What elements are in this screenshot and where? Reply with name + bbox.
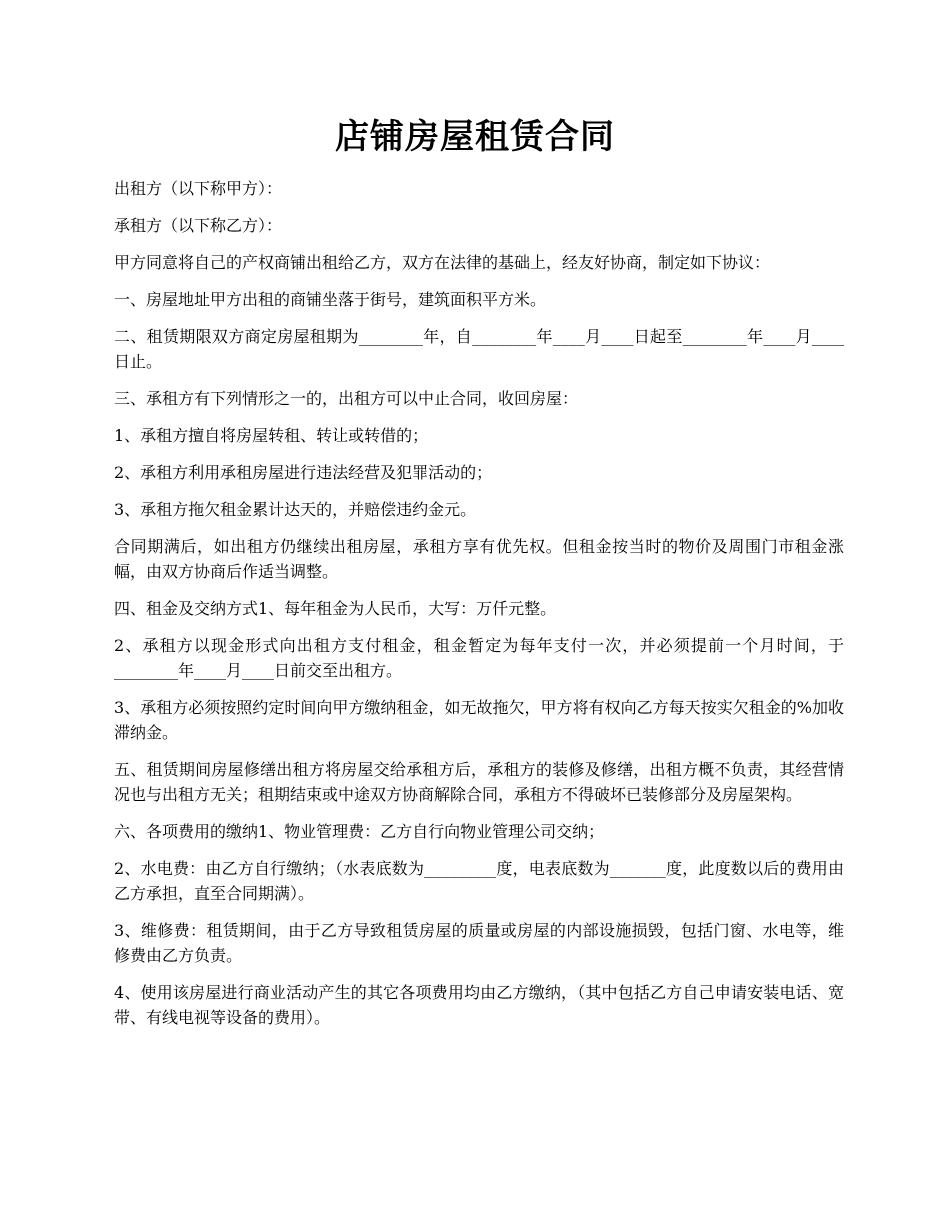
clause-3-item-1: 1、承租方擅自将房屋转租、转让或转借的； [114,426,429,445]
renewal-priority: 合同期满后，如出租方仍继续出租房屋，承租方享有优先权。但租金按当时的物价及周围门市租金涨幅，由双方协商后作适当调整。 [114,537,844,581]
clause-4-item-2: 2、承租方以现金形式向出租方支付租金，租金暂定为每年支付一次，并必须提前一个月时间，于________年____月____日前交至出租方。 [114,636,844,680]
agreement-intro: 甲方同意将自己的产权商铺出租给乙方，双方在法律的基础上，经友好协商，制定如下协议： [114,253,771,272]
lessee-line: 承租方（以下称乙方）： [114,216,283,235]
clause-2-term: 二、租赁期限双方商定房屋租期为________年，自________年____月____日起至________年____月____日止。 [114,327,844,371]
clause-6-item-3: 3、维修费：租赁期间，由于乙方导致租赁房屋的质量或房屋的内部设施损毁，包括门窗、水电等，维修费由乙方负责。 [114,921,844,965]
clause-3-item-3: 3、承租方拖欠租金累计达天的，并赔偿违约金元。 [114,500,477,519]
clause-6-item-4: 4、使用该房屋进行商业活动产生的其它各项费用均由乙方缴纳，（其中包括乙方自己申请安装电话、宽带、有线电视等设备的费用）。 [114,983,844,1027]
clause-3-termination: 三、承租方有下列情形之一的，出租方可以中止合同，收回房屋： [114,389,579,408]
clause-3-item-2: 2、承租方利用承租房屋进行违法经营及犯罪活动的； [114,463,493,482]
contract-title: 店铺房屋租赁合同 [335,117,615,157]
clause-6-fees: 六、各项费用的缴纳1、物业管理费：乙方自行向物业管理公司交纳； [114,822,605,841]
clause-4-item-3: 3、承租方必须按照约定时间向甲方缴纳租金，如无故拖欠，甲方将有权向乙方每天按实欠租金的%加收滞纳金。 [114,698,844,742]
clause-4-rent: 四、租金及交纳方式1、每年租金为人民币，大写：万仟元整。 [114,599,557,618]
clause-5-repairs: 五、租赁期间房屋修缮出租方将房屋交给承租方后，承租方的装修及修缮，出租方概不负责，其经营情况也与出租方无关；租期结束或中途双方协商解除合同，承租方不得破坏已装修部分及房屋架构。 [114,760,844,804]
contract-body [114,176,844,1042]
clause-1-address: 一、房屋地址甲方出租的商铺坐落于街号，建筑面积平方米。 [114,290,547,309]
clause-6-item-2: 2、水电费：由乙方自行缴纳；（水表底数为_________度，电表底数为_______度，此度数以后的费用由乙方承担，直至合同期满）。 [114,859,844,903]
lessor-line: 出租方（以下称甲方）： [114,179,283,198]
